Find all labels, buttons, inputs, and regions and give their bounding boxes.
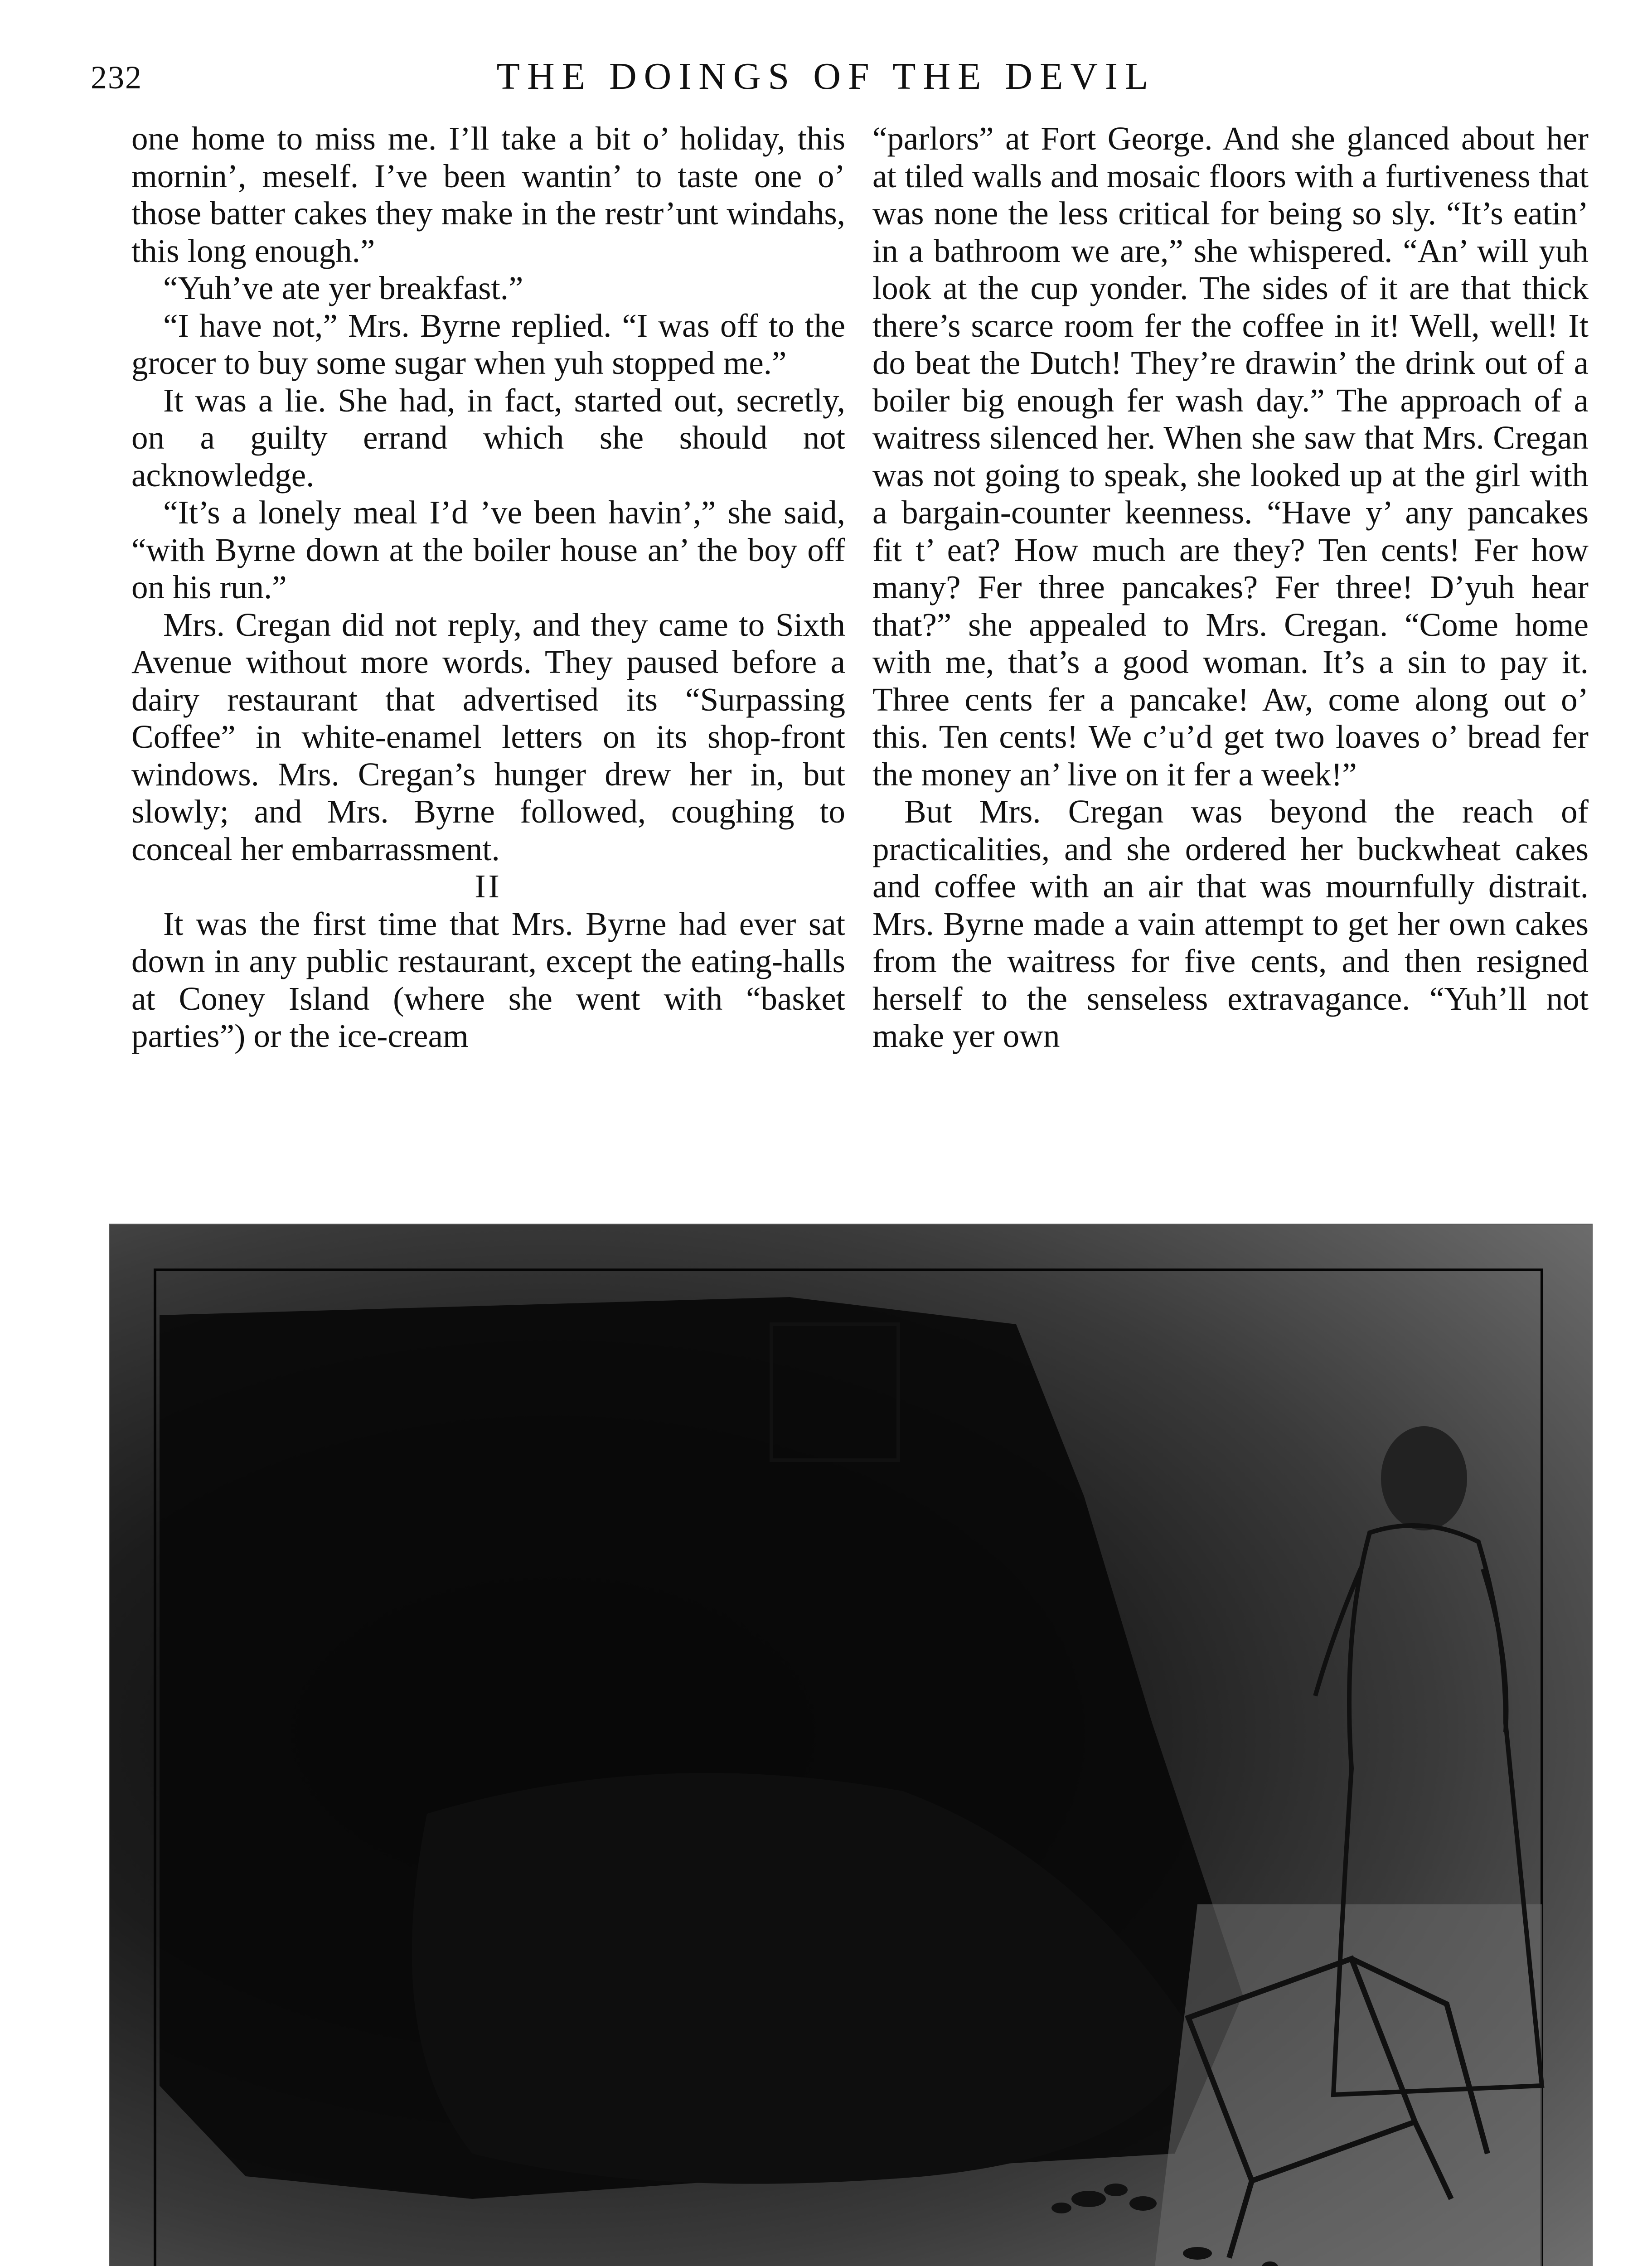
right-text-column [872,120,1589,1055]
paragraph: “Yuh’ve ate yer breakfast.” [163,270,523,306]
running-title: THE DOINGS OF THE DEVIL [496,55,1156,97]
paragraph: Mrs. Cregan did not reply, and they came to Sixth Avenue without more words. They paused before a dairy restaurant that advertised its “Surpassing Coffee” in white-enamel letters on its shop-front windows. Mrs. Cregan’s hunger drew her in, but slowly; and Mrs. Byrne followed, coughing to conceal her embarrassment. [131,606,845,867]
paragraph: one home to miss me. I’ll take a bit o’ holiday, this mornin’, meself. I’ve been wantin’ to taste one o’ those batter cakes they make in the restr’unt windahs, this long enough.” [131,120,845,269]
left-text-column [131,120,845,1055]
paragraph: It was the first time that Mrs. Byrne had ever sat down in any public restaurant, except the eating-halls at Coney Island (where she went with “basket parties”) or the ice-cream [131,905,845,1054]
paragraph: It was a lie. She had, in fact, started out, secretly, on a guilty errand which she should not acknowledge. [131,382,845,494]
section-numeral: II [475,868,502,905]
illustration-drawing [110,1225,1592,2266]
paragraph: “I have not,” Mrs. Byrne replied. “I was off to the grocer to buy some sugar when yuh stopped me.” [131,307,845,381]
paragraph: But Mrs. Cregan was beyond the reach of practicalities, and she ordered her buckwheat cakes and coffee with an air that was mournfully distrait. Mrs. Byrne made a vain attempt to get her own cakes from the waitress for five cents, and then resigned herself to the senseless extravagance. “Yuh’ll not make yer own [872,793,1589,1054]
paragraph: “parlors” at Fort George. And she glanced about her at tiled walls and mosaic floors with a furtiveness that was none the less critical for being so sly. “It’s eatin’ in a bathroom we are,” she whispered. “An’ will yuh look at the cup yonder. The sides of it are that thick there’s scarce room fer the coffee in it! Well, well! It do beat the Dutch! They’re drawin’ the drink out of a boiler big enough fer wash day.” The approach of a waitress silenced her. When she saw that Mrs. Cregan was not going to speak, she looked up at the girl with a bargain-counter keenness. “Have y’ any pancakes fit t’ eat? How much are they? Ten cents! Fer how many? Fer three pancakes? Fer three! D’yuh hear that?” she appealed to Mrs. Cregan. “Come home with me, that’s a good woman. It’s a sin to pay it. Three cents fer a pancake! Aw, come along out o’ this. Ten cents! We c’u’d get two loaves o’ bread fer the money an’ live on it fer a week!” [872,120,1589,793]
illustration [109,1224,1593,2266]
paragraph: “It’s a lonely meal I’d ’ve been havin’,” she said, “with Byrne down at the boiler house an’ the boy off on his run.” [131,494,845,605]
page-number: 232 [91,59,142,96]
